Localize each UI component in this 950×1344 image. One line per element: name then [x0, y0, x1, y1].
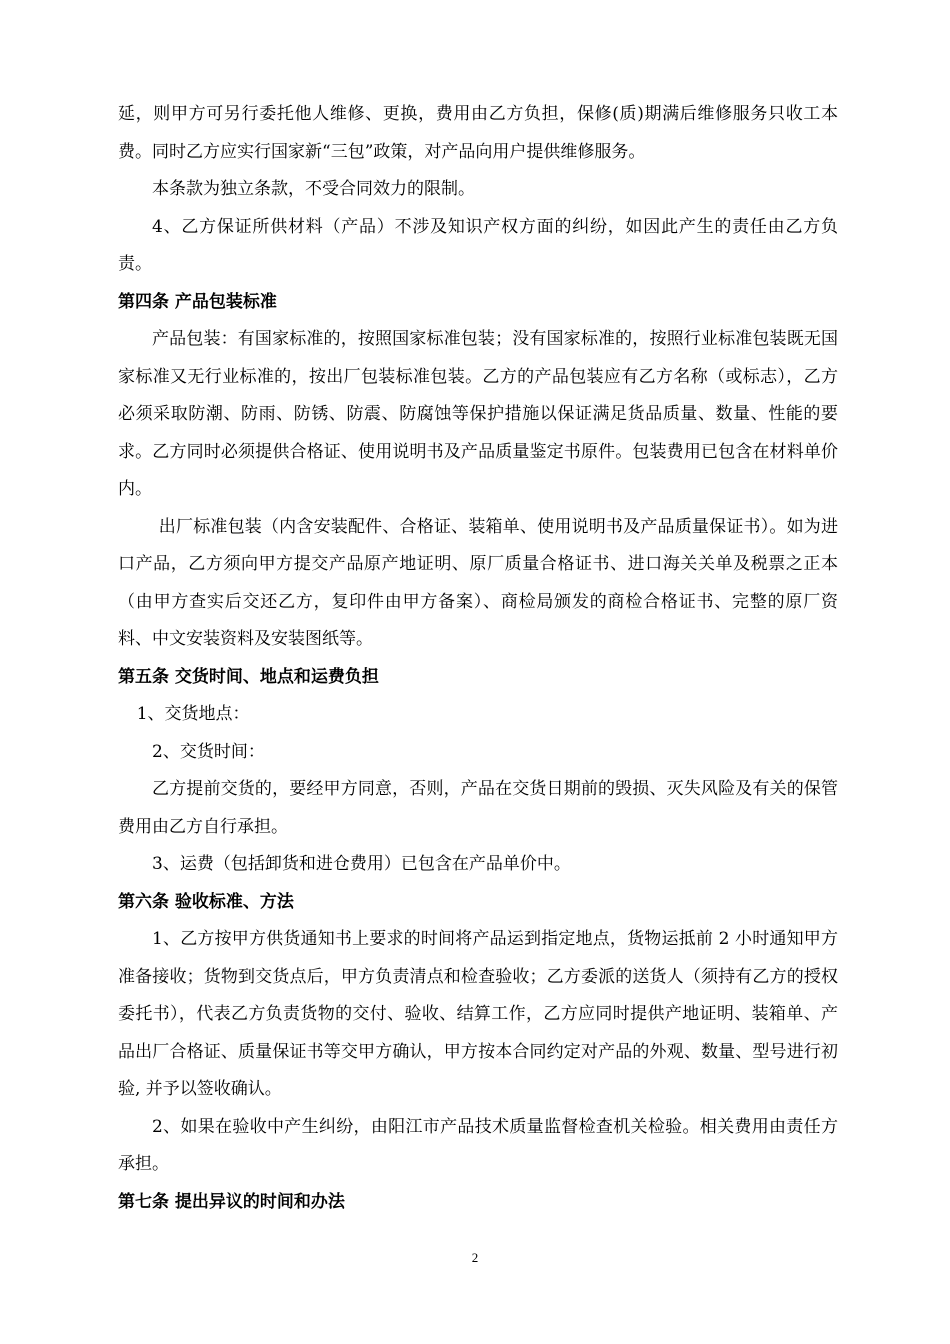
paragraph: 2、交货时间：: [152, 741, 265, 762]
document-body: [118, 96, 838, 1221]
section-heading: 第六条 验收标准、方法: [118, 891, 294, 912]
section-heading: 第四条 产品包装标准: [118, 291, 277, 312]
section-heading: 第五条 交货时间、地点和运费负担: [118, 666, 379, 687]
paragraph: 2、如果在验收中产生纠纷，由阳江市产品技术质量监督检查机关检验。相关费用由责任方承担。: [118, 1116, 838, 1174]
paragraph: 乙方提前交货的，要经甲方同意，否则，产品在交货日期前的毁损、灭失风险及有关的保管费用由乙方自行承担。: [118, 779, 838, 837]
paragraph: 3、运费（包括卸货和进仓费用）已包含在产品单价中。: [152, 854, 571, 874]
paragraph: 1、乙方按甲方供货通知书上要求的时间将产品运到指定地点，货物运抵前 2 小时通知甲方准备接收；货物到交货点后，甲方负责清点和检查验收；乙方委派的送货人（须持有乙方的授权委托书），代表乙方负责货物的交付、验收、结算工作，乙方应同时提供产地证明、装箱单、产品出厂合格证、质量保证书等交甲方确认，甲方按本合同约定对产品的外观、数量、型号进行初验, 并予以签收确认。: [118, 929, 838, 1099]
paragraph: 产品包装：有国家标准的，按照国家标准包装；没有国家标准的，按照行业标准包装既无国家标准又无行业标准的，按出厂包装标准包装。乙方的产品包装应有乙方名称（或标志），乙方必须采取防潮、防雨、防锈、防震、防腐蚀等保护措施以保证满足货品质量、数量、性能的要求。乙方同时必须提供合格证、使用说明书及产品质量鉴定书原件。包装费用已包含在材料单价内。: [118, 329, 838, 499]
paragraph: 出厂标准包装（内含安装配件、合格证、装箱单、使用说明书及产品质量保证书）。如为进口产品，乙方须向甲方提交产品原产地证明、原厂质量合格证书、进口海关关单及税票之正本（由甲方查实后交还乙方，复印件由甲方备案）、商检局颁发的商检合格证书、完整的原厂资料、中文安装资料及安装图纸等。: [118, 516, 838, 649]
paragraph: 延，则甲方可另行委托他人维修、更换，费用由乙方负担，保修(质)期满后维修服务只收工本费。同时乙方应实行国家新“三包”政策，对产品向用户提供维修服务。: [118, 104, 838, 162]
section-heading: 第七条 提出异议的时间和办法: [118, 1191, 345, 1212]
paragraph: 1、交货地点：: [136, 704, 250, 724]
paragraph: 本条款为独立条款，不受合同效力的限制。: [152, 179, 475, 199]
paragraph: 4、乙方保证所供材料（产品）不涉及知识产权方面的纠纷，如因此产生的责任由乙方负责。: [118, 216, 838, 274]
page-number: 2: [471, 1250, 479, 1265]
